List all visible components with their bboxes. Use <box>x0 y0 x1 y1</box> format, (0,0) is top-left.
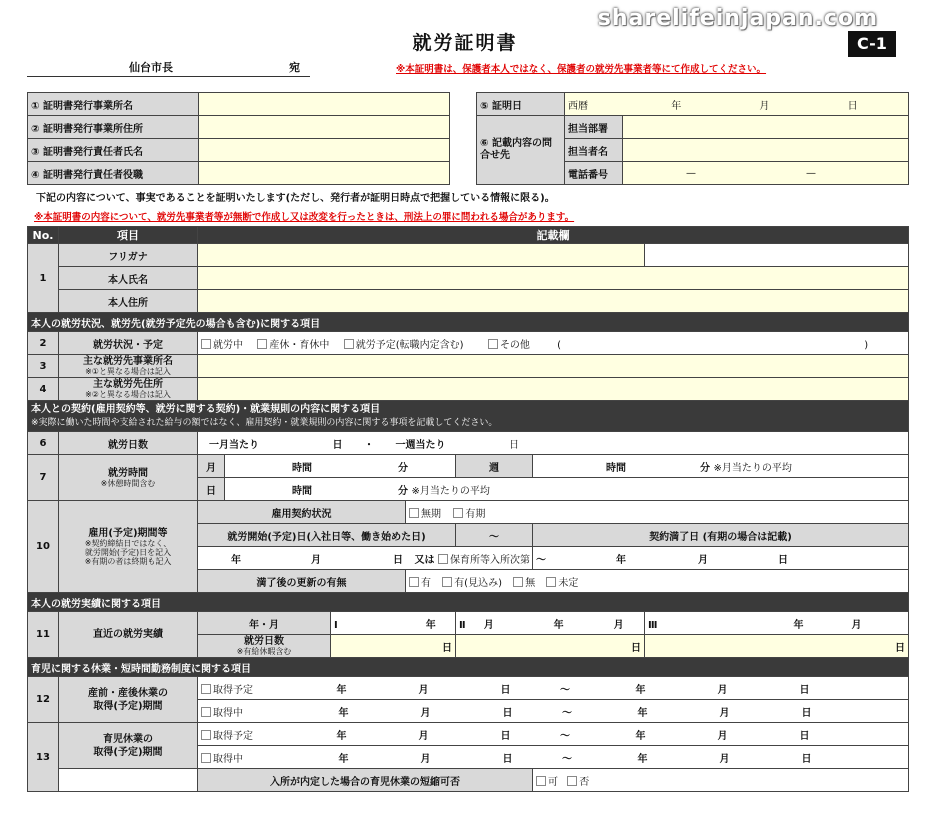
status-other-label: その他 <box>499 339 530 351</box>
status-working-label: 就労中 <box>213 339 243 351</box>
issuer-title-label: ④ 証明書発行責任者役職 <box>28 162 199 185</box>
addressee-line <box>27 57 310 77</box>
status-working-checkbox[interactable] <box>201 339 211 349</box>
renewal-label: 満了後の更新の有無 <box>198 570 406 593</box>
note-top: ※本証明書は、保護者本人ではなく、保護者の就労先事業者等にて作成してください。 <box>396 64 767 75</box>
phone-field[interactable] <box>623 162 909 185</box>
row6-num: 6 <box>28 432 59 455</box>
workhours-label: 就労時間 ※休憩時間含む <box>59 455 198 501</box>
status-leave-checkbox[interactable] <box>257 339 267 349</box>
status-options <box>198 332 909 355</box>
person-label: 担当者名 <box>565 139 623 162</box>
shorten-cannot-checkbox[interactable] <box>567 776 577 786</box>
hours-day-label: 日 <box>198 478 225 501</box>
paren-open: ( <box>557 339 562 351</box>
days-worked-label: 就労日数 ※有給休暇含む <box>198 635 331 658</box>
status-other-checkbox[interactable] <box>488 339 498 349</box>
phone-dash-2: — <box>806 167 816 179</box>
certification-text: 下記の内容について、事実であることを証明いたします(ただし、発行者が証明日時点で把握している情報に限る)。 <box>36 193 555 204</box>
status-planned-label: 就労予定(転職内定含む) <box>355 339 464 351</box>
row12-num: 12 <box>28 677 59 723</box>
cert-date-label: ⑤ 証明日 <box>477 93 565 116</box>
childcare-planned-checkbox[interactable] <box>201 730 211 740</box>
contact-table <box>476 92 909 185</box>
contract-status-options: 無期 有期 <box>406 501 909 524</box>
workplace-address-field[interactable] <box>198 378 909 401</box>
dept-field[interactable] <box>623 116 909 139</box>
period1-ym-field[interactable]: Ⅰ 年 <box>331 612 456 635</box>
separator-dot: ・ <box>363 439 374 451</box>
row1-num: 1 <box>28 244 59 313</box>
year-label: 年 <box>671 100 682 112</box>
childcare-planned-field[interactable]: 取得予定 年 月 日 〜 年 月 日 <box>198 723 909 746</box>
issuer-table <box>27 92 450 185</box>
issuer-manager-field[interactable] <box>199 139 450 162</box>
per-month-label: 一月当たり <box>209 439 259 451</box>
childcare-leave-label: 育児休業の 取得(予定)期間 <box>59 723 198 769</box>
addressee-city: 仙台市長 <box>129 61 173 74</box>
maternity-leave-label: 産前・産後休業の 取得(予定)期間 <box>59 677 198 723</box>
childcare-taking-checkbox[interactable] <box>201 753 211 763</box>
section-leave: 育児に関する休業・短時間勤務制度に関する項目 <box>28 658 909 677</box>
start-date-field[interactable]: 年 月 日 又は 保育所等入所次第 <box>198 547 533 570</box>
workdays-field[interactable] <box>198 432 909 455</box>
form-code-badge: C-1 <box>848 31 896 57</box>
period3-ym-field[interactable]: Ⅲ 年 月 <box>645 612 909 635</box>
shorten-leave-label: 入所が内定した場合の育児休業の短縮可否 <box>198 769 533 792</box>
issuer-name-label: ① 証明書発行事業所名 <box>28 93 199 116</box>
week-day-unit: 日 <box>508 439 519 451</box>
hours-month-label: 月 <box>198 455 225 478</box>
legal-warning: ※本証明書の内容について、就労先事業者等が無断で作成し又は改変を行ったときは、刑法上の罪に問われる場合があります。 <box>34 212 575 223</box>
header-item: 項目 <box>59 227 198 244</box>
shorten-can-checkbox[interactable] <box>536 776 546 786</box>
maternity-taking-field[interactable]: 取得中 年 月 日 〜 年 月 日 <box>198 700 909 723</box>
renewal-options: 有 有(見込み) 無 未定 <box>406 570 909 593</box>
issuer-address-label: ② 証明書発行事業所住所 <box>28 116 199 139</box>
nursery-checkbox[interactable] <box>438 554 448 564</box>
tilde-header: 〜 <box>456 524 533 547</box>
cert-date-field[interactable] <box>565 93 909 116</box>
workdays-label: 就労日数 <box>59 432 198 455</box>
workplace-name-field[interactable] <box>198 355 909 378</box>
workplace-address-label: 主な就労先住所 ※②と異なる場合は記入 <box>59 378 198 401</box>
status-planned-checkbox[interactable] <box>344 339 354 349</box>
childcare-taking-field[interactable]: 取得中 年 月 日 〜 年 月 日 <box>198 746 909 769</box>
hours-week-field[interactable]: 時間 分 ※月当たりの平均 <box>533 455 909 478</box>
maternity-taking-checkbox[interactable] <box>201 707 211 717</box>
furigana-label: フリガナ <box>59 244 198 267</box>
status-label: 就労状況・予定 <box>59 332 198 355</box>
person-field[interactable] <box>623 139 909 162</box>
maternity-planned-checkbox[interactable] <box>201 684 211 694</box>
phone-label: 電話番号 <box>565 162 623 185</box>
end-date-label: 契約満了日 (有期の場合は記載) <box>533 524 909 547</box>
section-contract: 本人との契約(雇用契約等、就労に関する契約)・就業規則の内容に関する項目 ※実際に働いた時間や支給された給与の額ではなく、雇用契約・就業規則の内容に関する事項を記載してください。 <box>28 401 909 432</box>
month-day-unit: 日 <box>332 439 343 451</box>
status-leave-label: 産休・育休中 <box>269 339 330 351</box>
section-employment: 本人の就労状況、就労先(就労予定先の場合も含む)に関する項目 <box>28 313 909 332</box>
month-label: 月 <box>759 100 770 112</box>
renew-yes-checkbox[interactable] <box>409 577 419 587</box>
row4-num: 4 <box>28 378 59 401</box>
workplace-name-label: 主な就労先事業所名 ※①と異なる場合は記入 <box>59 355 198 378</box>
paren-close: ) <box>864 339 869 351</box>
period3-days-field[interactable]: 日 <box>645 635 909 658</box>
issuer-name-field[interactable] <box>199 93 450 116</box>
renew-planned-checkbox[interactable] <box>442 577 452 587</box>
header-entry: 記載欄 <box>198 227 909 244</box>
renew-no-checkbox[interactable] <box>513 577 523 587</box>
employment-period-label: 雇用(予定)期間等 ※契約締結日ではなく、 就労開始(予定)日を記入 ※有期の者は終期も記入 <box>59 501 198 593</box>
issuer-title-field[interactable] <box>199 162 450 185</box>
row2-num: 2 <box>28 332 59 355</box>
header-no: No. <box>28 227 59 244</box>
contact-label: ⑥ 記載内容の問合せ先 <box>477 116 565 185</box>
start-date-label: 就労開始(予定)日(入社日等、働き始めた日) <box>198 524 456 547</box>
section-actual: 本人の就労実績に関する項目 <box>28 593 909 612</box>
furigana-extra-field[interactable] <box>645 244 909 267</box>
issuer-address-field[interactable] <box>199 116 450 139</box>
page-title: 就労証明書 <box>412 32 518 54</box>
per-week-label: 一週当たり <box>395 439 446 451</box>
fixed-term-checkbox[interactable] <box>453 508 463 518</box>
shorten-leave-options: 可 否 <box>533 769 909 792</box>
indefinite-checkbox[interactable] <box>409 508 419 518</box>
furigana-field[interactable] <box>198 244 645 267</box>
era-label: 西暦 <box>568 100 588 112</box>
contract-status-label: 雇用契約状況 <box>198 501 406 524</box>
name-field[interactable] <box>198 267 909 290</box>
address-label: 本人住所 <box>59 290 198 313</box>
addressee-honorific: 宛 <box>289 61 300 74</box>
blank-cell <box>59 769 198 792</box>
row3-num: 3 <box>28 355 59 378</box>
end-date-field[interactable]: 〜 年 月 日 <box>533 547 909 570</box>
day-label: 日 <box>847 100 858 112</box>
recent-record-label: 直近の就労実績 <box>59 612 198 658</box>
phone-dash-1: — <box>686 167 696 179</box>
renew-undecided-checkbox[interactable] <box>546 577 556 587</box>
row13-num: 13 <box>28 723 59 792</box>
hours-month-field[interactable]: 時間 分 <box>225 455 456 478</box>
row7-num: 7 <box>28 455 59 501</box>
maternity-planned-field[interactable]: 取得予定 年 月 日 〜 年 月 日 <box>198 677 909 700</box>
row10-num: 10 <box>28 501 59 593</box>
issuer-manager-label: ③ 証明書発行責任者氏名 <box>28 139 199 162</box>
hours-week-label: 週 <box>456 455 533 478</box>
period2-ym-field[interactable]: Ⅱ 年 月 <box>456 612 645 635</box>
main-table <box>27 226 909 792</box>
watermark: sharelifeinjapan.com <box>597 6 878 31</box>
row11-num: 11 <box>28 612 59 658</box>
year-month-label: 年・月 <box>198 612 331 635</box>
period1-days-field[interactable]: 日 <box>331 635 456 658</box>
hours-day-field[interactable]: 時間 分 ※月当たりの平均 <box>225 478 909 501</box>
address-field[interactable] <box>198 290 909 313</box>
period2-days-field[interactable]: 日 <box>456 635 645 658</box>
dept-label: 担当部署 <box>565 116 623 139</box>
name-label: 本人氏名 <box>59 267 198 290</box>
